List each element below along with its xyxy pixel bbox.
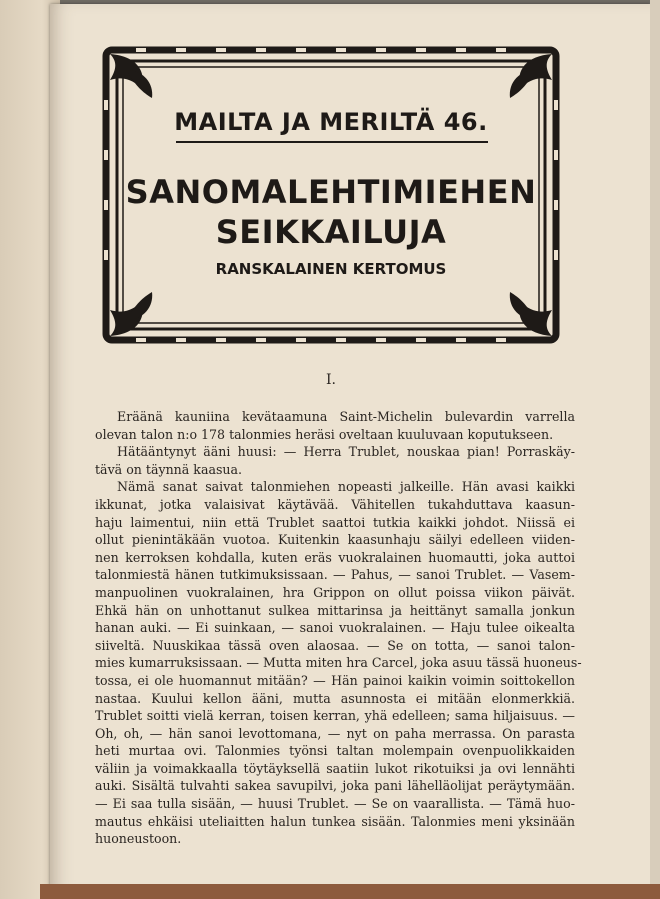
text-line: huoneustoon. — [95, 831, 182, 847]
text-line: — Ei saa tulla sisään, — huusi Trublet. — Se on vaarallista. — Tämä huo- — [95, 796, 575, 812]
text-line: manpuolinen vuokralainen, hra Grippon on ollut poissa viikon päivät. — [95, 584, 575, 600]
text-line: heti murtaa ovi. Talonmies työnsi taltan molempain ovenpuolikkaiden — [95, 743, 575, 759]
book-title — [96, 172, 566, 252]
story-text — [95, 408, 582, 848]
text-line: Oh, oh, — hän sanoi levottomana, — nyt on paha merrassa. On parasta — [95, 725, 575, 741]
text-line: Eräänä kauniina kevätaamuna Saint-Michelin bulevardin varrella — [117, 409, 575, 424]
series-underline — [176, 141, 488, 143]
text-line: tossa, ei ole huomannut mitään? — Hän painoi kaikin voimin soittokellon — [95, 672, 575, 688]
table-surface — [40, 884, 660, 899]
page-right-edge — [650, 0, 660, 899]
text-line: Hätääntynyt ääni huusi: — Herra Trublet, nouskaa pian! Porraskäy- — [117, 444, 575, 460]
text-line: talonmiestä hänen tutkimuksissaan. — Pahus, — sanoi Trublet. — Vasem- — [95, 567, 575, 583]
text-line: nastaa. Kuului kellon ääni, mutta asunnosta ei mitään elonmerkkiä. — [95, 690, 575, 706]
text-line: mautus ehkäisi uteliaitten halun tunkea sisään. Talonmies meni yksinään — [95, 813, 575, 829]
book-title-line-2: SEIKKAILUJA — [215, 213, 447, 251]
chapter-number: I. — [326, 372, 336, 388]
text-line: ollut pienintäkään vuotoa. Kuitenkin kaasunhaju säilyi edelleen viiden- — [95, 532, 575, 548]
text-line: olevan talon n:o 178 talonmies heräsi oveltaan kuuluvaan koputukseen. — [95, 426, 554, 442]
book-subtitle: RANSKALAINEN KERTOMUS — [215, 260, 447, 278]
text-line: haju laimentui, niin että Trublet saattoi tutkia kaikki johdot. Niissä ei — [95, 514, 575, 530]
text-line: ikkunat, jotka valaisivat käytävää. Vähitellen tukahduttava kaasun- — [95, 496, 575, 512]
text-line: Ehkä hän on unhottanut sulkea mittarinsa ja heittänyt samalla jonkun — [95, 602, 575, 618]
text-line: siiveltä. Nuuskikaa tässä oven alaosaa. — Se on totta, — sanoi talon- — [95, 637, 575, 653]
text-line: Nämä sanat saivat talonmiehen nopeasti jalkeille. Hän avasi kaikki — [117, 479, 575, 495]
text-line: mies kumarruksissaan. — Mutta miten hra Carcel, joka asuu tässä huoneus- — [95, 655, 582, 671]
book-title-line-1: SANOMALEHTIMIEHEN — [125, 173, 537, 211]
text-line: hanan auki. — Ei suinkaan, — sanoi vuokralainen. — Haju tulee oikealta — [95, 620, 575, 636]
text-line: nen kerroksen kohdalla, kuten eräs vuokralainen huomautti, joka auttoi — [95, 549, 575, 565]
text-line: Trublet soitti vielä kerran, toisen kerran, yhä edelleen; sama hiljaisuus. — — [95, 708, 575, 724]
text-line: auki. Sisältä tulvahti sakea savupilvi, joka pani lähelläolijat peräytymään. — [95, 778, 575, 794]
title-frame — [96, 40, 566, 350]
text-line: väliin ja voimakkaalla töytäyksellä saatiin lukot rikotuiksi ja ovi lennähti — [95, 760, 575, 776]
series-title: MAILTA JA MERILTÄ 46. — [174, 108, 488, 136]
text-line: tävä on täynnä kaasua. — [95, 461, 243, 477]
